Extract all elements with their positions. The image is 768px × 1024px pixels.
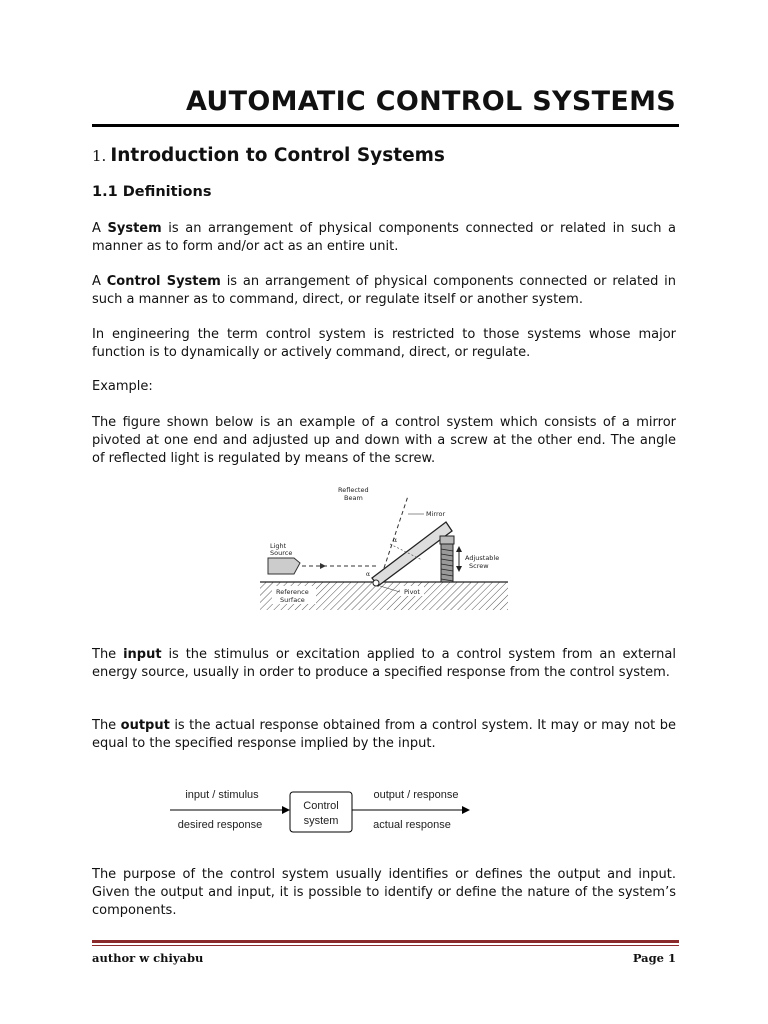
paragraph-figure-intro: The figure shown below is an example of a control system which consists of a mirror pivoted at one end and adjusted up and down with a screw at the other end. The angle of reflected light is regulated by means of the screw.: [92, 415, 676, 466]
text-fragment: A: [92, 221, 108, 236]
footer-author: author w chiyabu: [92, 951, 204, 965]
label-adjustable-1: Adjustable: [465, 554, 500, 562]
paragraph-engineering: In engineering the term control system is restricted to those systems whose major function is to dynamically or actively command, direct, or regulate.: [92, 327, 676, 360]
text-fragment: is an arrangement of physical components connected or related in such a manner as to command, direct, or regulate itself or another system.: [92, 274, 677, 307]
section-heading: [92, 145, 445, 166]
label-alpha: α: [393, 537, 398, 544]
label-output-response: output / response: [373, 789, 459, 801]
paragraph-control-system-definition: [92, 273, 676, 309]
arrow-up-icon: [456, 546, 462, 552]
footer-page-number: Page 1: [632, 951, 676, 965]
label-light-source-1: Light: [270, 542, 287, 550]
input-arrow-icon: [282, 806, 290, 814]
section-title: Introduction to Control Systems: [110, 145, 445, 166]
document-title: AUTOMATIC CONTROL SYSTEMS: [186, 86, 676, 117]
text-fragment: A: [92, 274, 107, 289]
paragraph-input-definition: [92, 646, 676, 682]
incident-arrow-icon: [320, 563, 326, 569]
pivot-point: [373, 580, 379, 586]
text-fragment: is the stimulus or excitation applied to a control system from an external energy source, usually in order to produce a specified response from the control system.: [92, 647, 676, 680]
label-reflected-beam-1: Reflected: [338, 486, 369, 494]
label-adjustable-2: Screw: [469, 562, 489, 570]
output-arrow-icon: [462, 806, 470, 814]
term-system: System: [107, 221, 162, 236]
label-angle: α: [366, 571, 371, 578]
term-control-system: Control System: [106, 274, 221, 289]
screw-head: [440, 536, 454, 544]
control-block-diagram: [170, 782, 470, 838]
label-reference-1: Reference: [276, 588, 309, 596]
block-label-line2: system: [303, 815, 339, 827]
label-actual-response: actual response: [373, 819, 451, 831]
arrow-down-icon: [456, 566, 462, 572]
label-light-source-2: Source: [270, 549, 293, 557]
mirror-shape: [372, 522, 452, 586]
block-label-line1: Control: [303, 800, 339, 812]
label-pivot: Pivot: [404, 588, 420, 596]
term-output: output: [120, 718, 170, 733]
text-fragment: The: [92, 718, 121, 733]
paragraph-purpose: The purpose of the control system usually identifies or defines the output and input. Given the output and input, it is possible to identify or define the nature of the system’s components.: [92, 867, 676, 918]
text-fragment: The: [92, 647, 124, 662]
label-reflected-beam-2: Beam: [344, 494, 363, 502]
paragraph-system-definition: [92, 220, 676, 256]
subsection-heading: 1.1 Definitions: [92, 184, 212, 200]
text-fragment: is an arrangement of physical components connected or related in such a manner as to form and/or act as an entire unit.: [92, 221, 676, 254]
title-underline: [92, 124, 679, 127]
label-reference-2: Surface: [280, 596, 305, 604]
mirror-control-figure: [260, 482, 508, 612]
light-source-shape: [268, 558, 300, 574]
section-number: 1.: [92, 147, 107, 165]
footer-rule-thin: [92, 945, 679, 946]
footer-rule-thick: [92, 940, 679, 943]
example-label: Example:: [92, 379, 153, 394]
paragraph-output-definition: [92, 717, 676, 753]
label-input-stimulus: input / stimulus: [185, 789, 259, 801]
text-fragment: is the actual response obtained from a control system. It may or may not be equal to the specified response implied by the input.: [92, 718, 676, 751]
label-desired-response: desired response: [177, 819, 263, 831]
label-mirror: Mirror: [426, 510, 446, 518]
term-input: input: [123, 647, 162, 662]
